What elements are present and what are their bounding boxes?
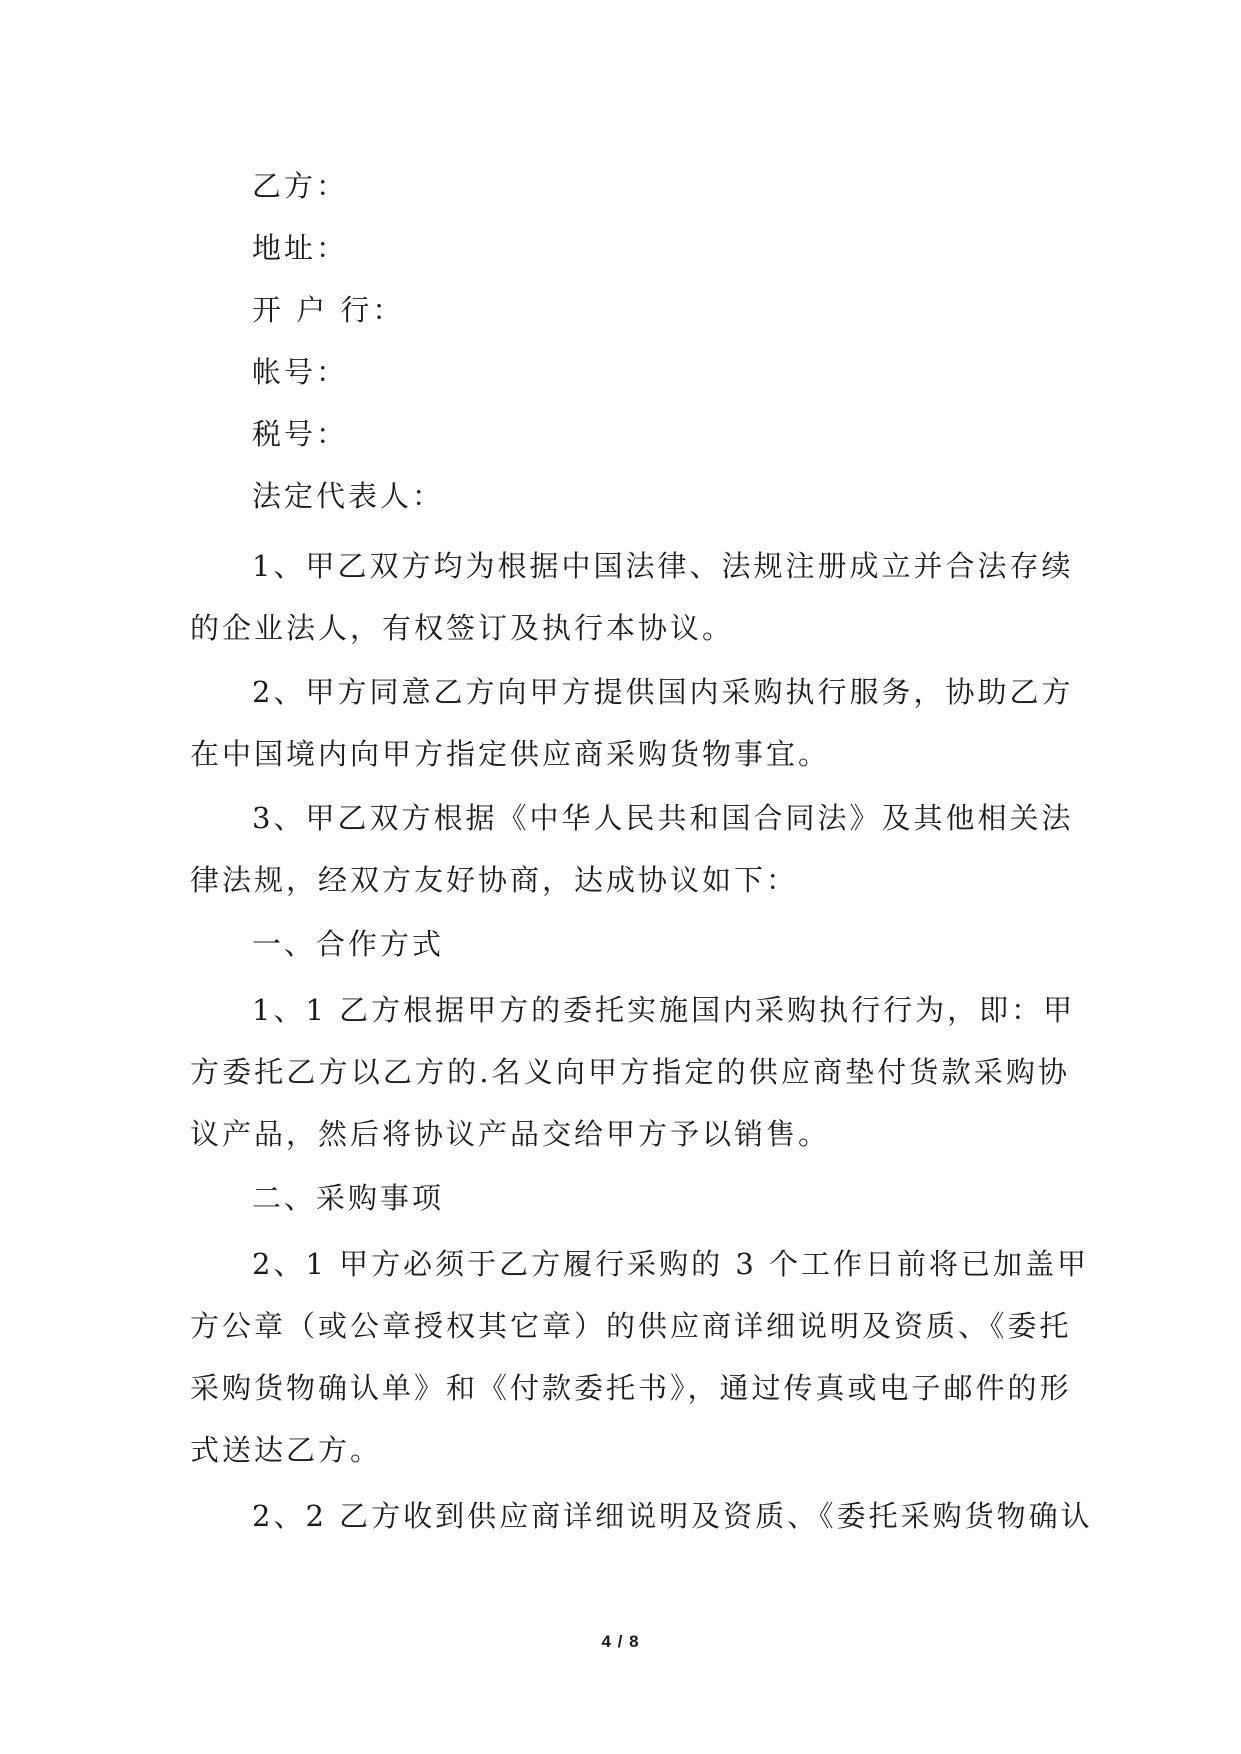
bank-label: 开 户 行： [252, 293, 405, 327]
paragraph-line: 2、1 甲方必须于乙方履行采购的 3 个工作日前将已加盖甲 [252, 1247, 1090, 1281]
paragraph-line: 方公章（或公章授权其它章）的供应商详细说明及资质、《委托 [190, 1309, 1072, 1343]
paragraph-line: 议产品，然后将协议产品交给甲方予以销售。 [190, 1117, 831, 1151]
paragraph-line: 3、甲乙双方根据《中华人民共和国合同法》及其他相关法 [252, 801, 1074, 835]
legal-representative-label: 法定代表人： [252, 479, 445, 513]
party-b-label: 乙方： [252, 169, 349, 203]
account-number-label: 帐号： [252, 355, 349, 389]
paragraph-line: 在中国境内向甲方指定供应商采购货物事宜。 [190, 737, 831, 771]
paragraph-line: 采购货物确认单》和《付款委托书》，通过传真或电子邮件的形 [190, 1371, 1072, 1405]
page-number: 4 / 8 [601, 1632, 640, 1651]
address-label: 地址： [252, 231, 349, 265]
paragraph-line: 的企业法人，有权签订及执行本协议。 [190, 611, 735, 645]
paragraph-line: 2、2 乙方收到供应商详细说明及资质、《委托采购货物确认 [252, 1499, 1093, 1533]
section-heading: 二、采购事项 [252, 1181, 445, 1215]
paragraph-line: 律法规，经双方友好协商，达成协议如下： [190, 863, 799, 897]
paragraph-line: 2、甲方同意乙方向甲方提供国内采购执行服务，协助乙方 [252, 675, 1074, 709]
paragraph-line: 方委托乙方以乙方的.名义向甲方指定的供应商垫付货款采购协 [190, 1055, 1070, 1089]
tax-number-label: 税号： [252, 417, 349, 451]
section-heading: 一、合作方式 [252, 927, 445, 961]
paragraph-line: 式送达乙方。 [190, 1433, 383, 1467]
paragraph-line: 1、1 乙方根据甲方的委托实施国内采购执行行为，即：甲 [252, 993, 1076, 1027]
paragraph-line: 1、甲乙双方均为根据中国法律、法规注册成立并合法存续 [252, 549, 1074, 583]
